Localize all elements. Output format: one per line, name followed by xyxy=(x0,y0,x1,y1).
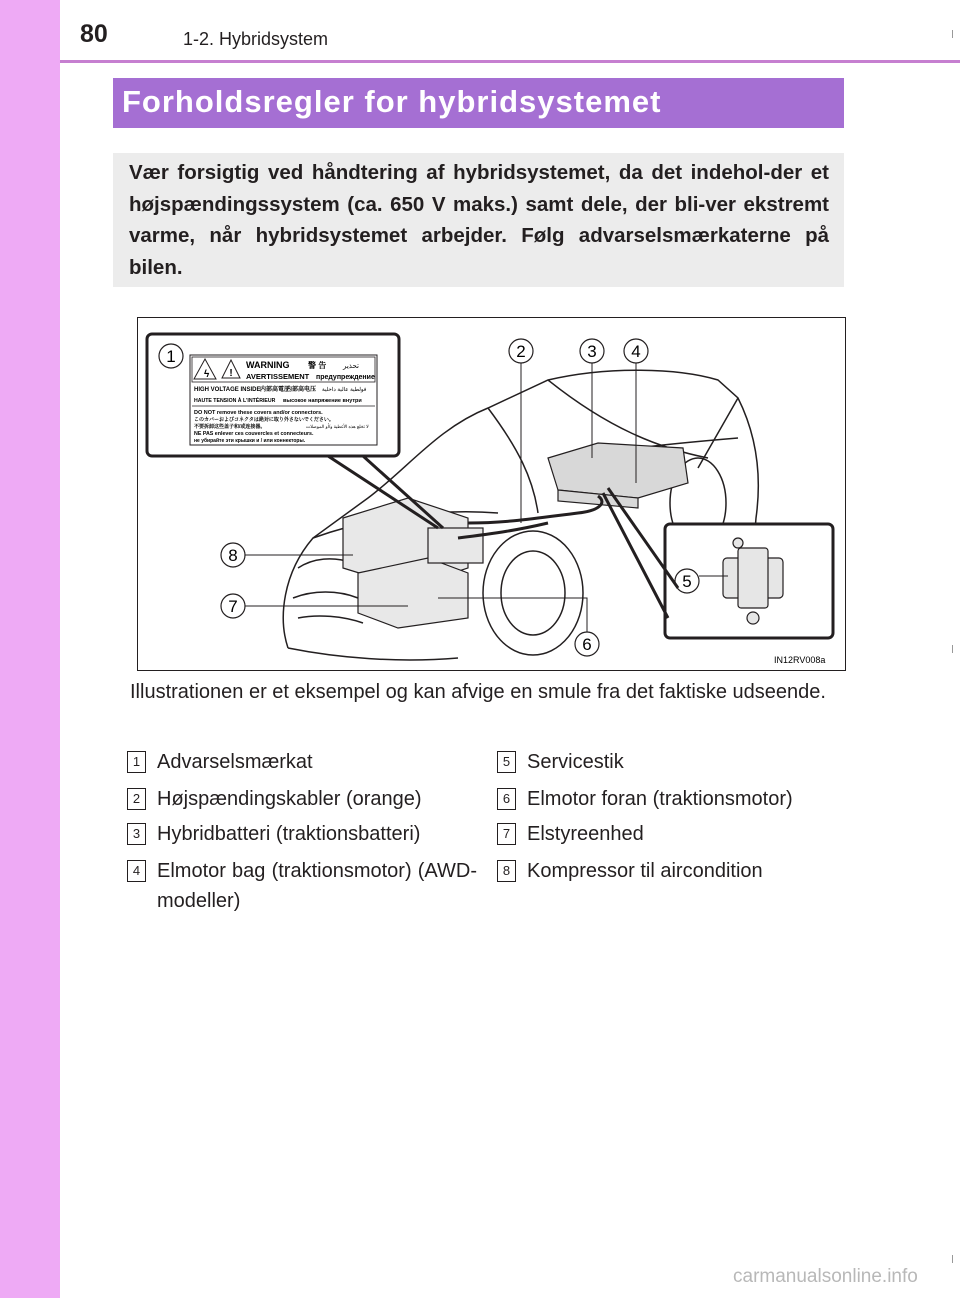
legend-number-5: 5 xyxy=(497,751,516,773)
label-dn-en: DO NOT remove these covers and/or connectors. xyxy=(194,410,323,416)
legend-text-1: Advarselsmærkat xyxy=(157,751,313,773)
legend-text-3: Hybridbatteri (traktionsbatteri) xyxy=(157,823,421,845)
svg-text:!: ! xyxy=(229,368,233,379)
crop-mark xyxy=(952,1255,953,1263)
label-avertissement: AVERTISSEMENT xyxy=(246,372,310,381)
label-dn-cn: 不要拆卸这些盖子和/或连接器。 xyxy=(194,424,266,430)
legend-text-6: Elmotor foran (traktionsmotor) xyxy=(527,788,793,810)
engine-components xyxy=(343,498,483,628)
label-hv-jp: 内部高電圧 xyxy=(260,387,291,393)
header-rule xyxy=(60,60,960,63)
watermark: carmanualsonline.info xyxy=(733,1266,918,1287)
title-bar xyxy=(113,78,844,128)
intro-box xyxy=(113,153,844,287)
label-hv-ru: высокое напряжение внутри xyxy=(283,398,362,404)
callout-2: 2 xyxy=(516,342,526,361)
figure-code: IN12RV008a xyxy=(774,655,826,665)
legend-text-2: Højspændingskabler (orange) xyxy=(157,788,422,810)
label-dn-jp: このカバーおよびコネクタは絶対に取り外さないでください。 xyxy=(194,417,334,423)
label-hv-ar: فولطية عالية داخلية xyxy=(322,387,367,393)
label-hv-fr: HAUTE TENSION À L'INTÉRIEUR xyxy=(194,398,276,404)
label-hv-cn: 内部高电压 xyxy=(286,387,317,393)
legend-text-7: Elstyreenhed xyxy=(527,823,644,845)
label-dn-ar: لا تخلع هذه الأغطية و/أو الموصلات xyxy=(306,424,369,429)
callout-8: 8 xyxy=(228,546,238,565)
legend-number-4: 4 xyxy=(127,860,146,882)
callout-7: 7 xyxy=(228,597,238,616)
side-color-band xyxy=(0,0,60,1298)
label-warning-ru: предупреждение xyxy=(316,374,375,381)
page-title: Forholdsregler for hybridsystemet xyxy=(122,84,662,119)
callout-3: 3 xyxy=(587,342,597,361)
page-number: 80 xyxy=(80,20,108,48)
figure-caption: Illustrationen er et eksempel og kan afvige en smule fra det faktiske udseende. xyxy=(130,681,826,703)
legend-text-5: Servicestik xyxy=(527,751,624,773)
label-warning-jp: 警 告 xyxy=(308,361,327,370)
legend-number-8: 8 xyxy=(497,860,516,882)
legend-text-8: Kompressor til aircondition xyxy=(527,860,763,882)
label-warning: WARNING xyxy=(246,360,290,370)
callout-4: 4 xyxy=(631,342,641,361)
callouts-top xyxy=(509,339,648,363)
hybrid-system-illustration xyxy=(137,317,846,671)
callout-1: 1 xyxy=(166,347,176,366)
callout-6: 6 xyxy=(582,635,592,654)
legend-number-7: 7 xyxy=(497,823,516,845)
hazard-bolt-icon: ϟ xyxy=(204,369,210,380)
intro-text: Vær forsigtig ved håndtering af hybridsystemet, da det indehol-der et højspændingssystem (ca. 650 V maks.) samt dele, der bli-ver ekstremt varme, når hybridsystemet arbejder. Følg advarselsmærkaterne på bilen. xyxy=(129,161,829,279)
label-warning-ar: تحذير xyxy=(343,363,359,370)
legend-number-1: 1 xyxy=(127,751,146,773)
warning-label xyxy=(190,355,377,445)
legend-number-3: 3 xyxy=(127,823,146,845)
legend-number-6: 6 xyxy=(497,788,516,810)
section-heading: 1-2. Hybridsystem xyxy=(183,29,329,49)
crop-mark xyxy=(952,645,953,653)
label-hv-en: HIGH VOLTAGE INSIDE xyxy=(194,387,261,393)
label-dn-ru: не убирайте эти крышки и / или коннекторы. xyxy=(194,438,306,444)
callout-5: 5 xyxy=(682,572,692,591)
label-dn-fr: NE PAS enlever ces couvercles et connecteurs. xyxy=(194,431,314,437)
legend-text-4: Elmotor bag (traktionsmotor) (AWD-modeller) xyxy=(157,860,477,912)
hybrid-battery xyxy=(548,443,688,508)
crop-mark xyxy=(952,30,953,38)
legend-number-2: 2 xyxy=(127,788,146,810)
